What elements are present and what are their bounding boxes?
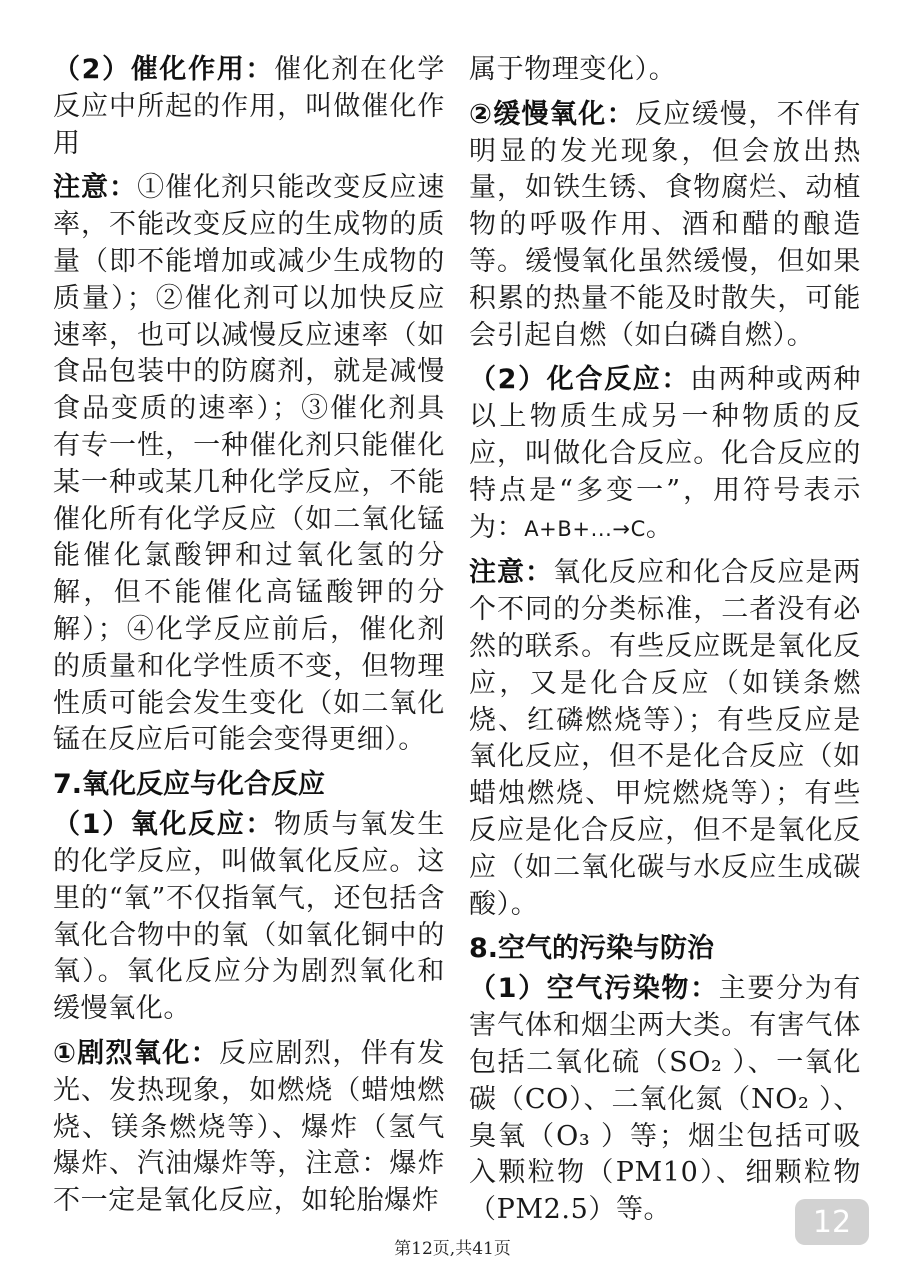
pollutants-paragraph — [469, 971, 861, 1229]
left-column — [53, 52, 445, 1220]
oxidation-paragraph — [53, 807, 445, 1028]
slow-oxidation-paragraph — [469, 97, 861, 355]
section-7-heading: 7.氧化反应与化合反应 — [53, 769, 326, 801]
combination-text: 由两种或两种以上物质生成另一种物质的反应，叫做化合反应。化合反应的特点是“多变一”，用符号表示为： — [469, 364, 861, 543]
note-label: 注意： — [53, 172, 138, 204]
oxidation-text: 物质与氧发生的化学反应，叫做氧化反应。这里的“氧”不仅指氧气，还包括含氧化合物中的氧（如氧化铜中的氧）。氧化反应分为剧烈氧化和缓慢氧化。 — [53, 809, 445, 1025]
violent-oxidation-paragraph — [53, 1036, 445, 1220]
violent-oxidation-heading: ①剧烈氧化： — [53, 1037, 219, 1069]
combination-end: 。 — [645, 511, 674, 543]
pollutants-text: 主要分为有害气体和烟尘两大类。有害气体包括二氧化硫（SO₂ ）、一氧化碳（CO）、二氧化氮（NO₂ ）、臭氧（O₃ ）等；烟尘包括可吸入颗粒物（PM10）、细颗粒物（PM2.5）等。 — [469, 973, 861, 1226]
right-column — [469, 52, 861, 1229]
catalyst-note-paragraph — [53, 170, 445, 759]
violent-oxidation-continued: 属于物理变化）。 — [469, 54, 677, 85]
page-number-badge: 12 — [795, 1199, 869, 1245]
pollutants-heading: （1）空气污染物： — [469, 973, 719, 1005]
catalysis-text: 催化剂在化学反应中所起的作用，叫做催化作用 — [53, 54, 445, 159]
catalysis-paragraph — [53, 52, 445, 162]
note-label: 注意： — [469, 557, 554, 589]
catalyst-note-text: ①催化剂只能改变反应速率，不能改变反应的生成物的质量（即不能增加或减少生成物的质量）；②催化剂可以加快反应速率，也可以减慢反应速率（如食品包装中的防腐剂，就是减慢食品变质的速率）；③催化剂具有专一性，一种催化剂只能催化某一种或某几种化学反应，不能催化所有化学反应（如二氧化锰能催化氯酸钾和过氧化氢的分解，但不能催化高锰酸钾的分解）；④化学反应前后，催化剂的质量和化学性质不变，但物理性质可能会发生变化（如二氧化锰在反应后可能会变得更细）。 — [53, 172, 445, 756]
distinction-note-paragraph — [469, 555, 861, 923]
distinction-note-text: 氧化反应和化合反应是两个不同的分类标准，二者没有必然的联系。有些反应既是氧化反应，又是化合反应（如镁条燃烧、红磷燃烧等）；有些反应是氧化反应，但不是化合反应（如蜡烛燃烧、甲烷燃烧等）；有些反应是化合反应，但不是氧化反应（如二氧化碳与水反应生成碳酸）。 — [469, 557, 861, 920]
slow-oxidation-heading: ②缓慢氧化： — [469, 98, 635, 130]
section-8-heading: 8.空气的污染与防治 — [469, 933, 715, 965]
catalysis-heading: （2）催化作用： — [53, 54, 275, 85]
violent-oxidation-text: 反应剧烈，伴有发光、发热现象，如燃烧（蜡烛燃烧、镁条燃烧等）、爆炸（氢气爆炸、汽油爆炸等，注意：爆炸不一定是氧化反应，如轮胎爆炸 — [53, 1037, 445, 1217]
combination-paragraph — [469, 362, 861, 547]
page-footer: 第12页,共41页 — [394, 1239, 511, 1259]
slow-oxidation-text: 反应缓慢，不伴有明显的发光现象，但会放出热量，如铁生锈、食物腐烂、动植物的呼吸作用、酒和醋的酿造等。缓慢氧化虽然缓慢，但如果积累的热量不能及时散失，可能会引起自燃（如白磷自燃）。 — [469, 98, 861, 351]
oxidation-heading: （1）氧化反应： — [53, 809, 275, 841]
combination-heading: （2）化合反应： — [469, 364, 691, 396]
combination-formula: A+B+...→C — [524, 516, 646, 541]
